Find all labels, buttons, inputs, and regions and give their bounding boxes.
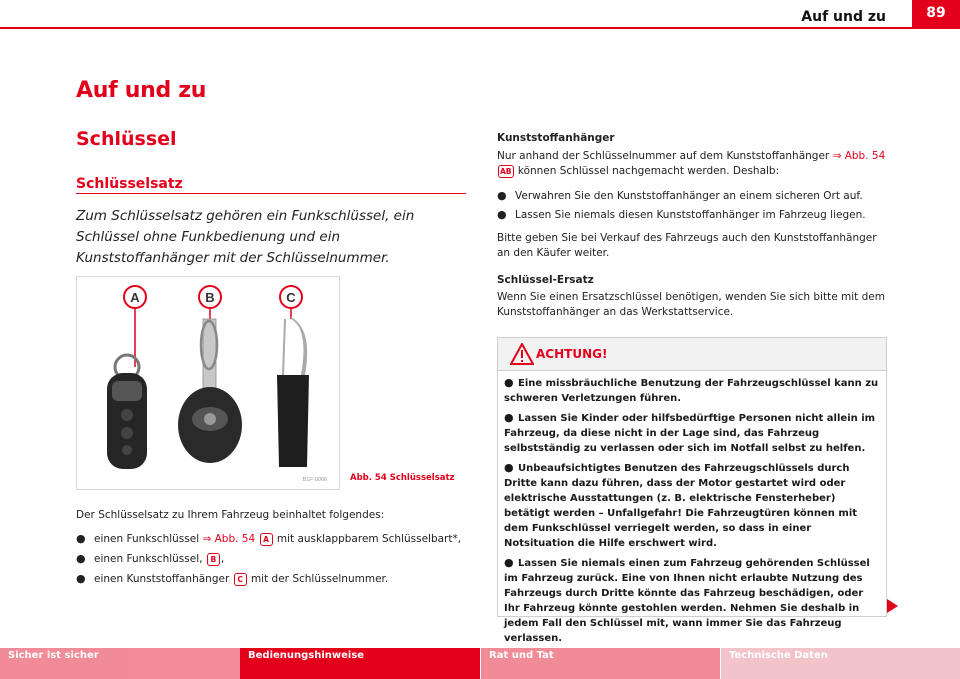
footer-tab-technical[interactable]: Technische Daten bbox=[720, 648, 960, 679]
svg-text:B: B bbox=[205, 290, 215, 305]
warning-title: ACHTUNG! bbox=[536, 347, 608, 361]
key-b bbox=[178, 319, 242, 463]
figure-link[interactable]: ⇒ Abb. 54 bbox=[202, 533, 256, 545]
tag-paragraph: Nur anhand der Schlüsselnummer auf dem Kunststoffanhänger ⇒ Abb. 54 AB können Schlüssel nachgemacht werden. Deshalb: bbox=[497, 150, 886, 177]
figure-label-b bbox=[199, 286, 221, 308]
warning-header bbox=[498, 338, 886, 371]
bullet-icon: ● bbox=[504, 376, 514, 389]
figure-label-c bbox=[280, 286, 302, 308]
figure-link[interactable]: ⇒ Abb. 54 bbox=[832, 150, 886, 162]
warning-item: ● Eine missbräuchliche Benutzung der Fahrzeugschlüssel kann zu schweren Verletzungen führen. bbox=[504, 376, 879, 404]
badge-ab: AB bbox=[500, 166, 512, 176]
figure-label-a bbox=[124, 286, 146, 308]
key-set-figure bbox=[76, 276, 340, 490]
section-heading: Schlüssel bbox=[76, 128, 177, 150]
header-rule bbox=[0, 27, 912, 29]
bullet-icon: ● bbox=[497, 189, 507, 202]
warning-item: ● Lassen Sie niemals einen zum Fahrzeug gehörenden Schlüssel im Fahrzeug zurück. Eine von Ihnen nicht erlaubte Nutzung des Fahrzeugs durch Dritte könnte das Fahrzeug beschädigen, oder Ihr Fahrzeug könnte gestohlen werden. Nehmen Sie deshalb in jedem Fall den Schlüssel mit, wann immer Sie das Fahrzeug verlassen. bbox=[504, 556, 870, 644]
bullet-icon: ● bbox=[497, 208, 507, 221]
badge-a: A bbox=[260, 533, 273, 546]
remote-key-a bbox=[107, 355, 147, 469]
sale-paragraph: Bitte geben Sie bei Verkauf des Fahrzeugs auch den Kunststoffanhänger an den Käufer weiter. bbox=[497, 232, 877, 259]
svg-text:A: A bbox=[130, 290, 140, 305]
left-intro-paragraph: Der Schlüsselsatz zu Ihrem Fahrzeug beinhaltet folgendes: bbox=[76, 509, 385, 521]
header-title: Auf und zu bbox=[801, 9, 886, 25]
page-heading: Auf und zu bbox=[76, 78, 207, 103]
warning-triangle-icon bbox=[510, 343, 534, 365]
subsection-rule bbox=[76, 193, 466, 194]
bullet-icon: ● bbox=[76, 552, 86, 565]
subsection-heading: Schlüsselsatz bbox=[76, 176, 183, 192]
figure-caption: Abb. 54 Schlüsselsatz bbox=[350, 473, 455, 483]
figure-code: B1P-0066 bbox=[302, 477, 327, 483]
list-item: ● Verwahren Sie den Kunststoffanhänger an einem sicheren Ort auf. bbox=[497, 189, 863, 202]
page-number: 89 bbox=[912, 0, 960, 29]
warning-item: ● Lassen Sie Kinder oder hilfsbedürftige Personen nicht allein im Fahrzeug, da diese nicht in der Lage sind, das Fahrzeug selbstständig zu verlassen oder sich im Notfall selbst zu helfen. bbox=[504, 411, 876, 454]
bullet-icon: ● bbox=[504, 556, 514, 569]
bullet-icon: ● bbox=[76, 532, 86, 545]
subheading-replacement: Schlüssel-Ersatz bbox=[497, 274, 594, 286]
warning-item: ● Unbeaufsichtigtes Benutzen des Fahrzeugschlüssels durch Dritte kann dazu führen, dass der Motor gestartet wird oder elektrische Ausstattungen (z. B. elektrische Fensterheber) betätigt werden – Unfallgefahr! Die Fahrzeugtüren können mit dem Funkschlüssel verriegelt werden, so dass in einer Notsituation die Hilfe erschwert wird. bbox=[504, 461, 858, 549]
footer-tab-advice[interactable]: Rat und Tat bbox=[480, 648, 720, 679]
list-item: ● einen Kunststoffanhänger C mit der Schlüsselnummer. bbox=[76, 572, 389, 585]
plastic-tag-c bbox=[277, 317, 309, 467]
warning-body bbox=[498, 371, 886, 646]
list-item: ● einen Funkschlüssel, B , bbox=[76, 552, 225, 565]
replacement-paragraph: Wenn Sie einen Ersatzschlüssel benötigen, wenden Sie sich bitte mit dem Kunststoffanhänger an das Werkstattservice. bbox=[497, 291, 885, 318]
footer-tab-operation[interactable]: Bedienungshinweise bbox=[240, 648, 480, 679]
svg-text:C: C bbox=[286, 290, 296, 305]
subheading-tag: Kunststoffanhänger bbox=[497, 132, 615, 144]
next-page-arrow-icon[interactable] bbox=[887, 599, 898, 613]
warning-box bbox=[497, 337, 887, 644]
bullet-icon: ● bbox=[76, 572, 86, 585]
footer-tab-safety[interactable]: Sicher ist sicher bbox=[0, 648, 240, 679]
badge-c: C bbox=[234, 573, 247, 586]
footer-nav bbox=[0, 648, 960, 679]
badge-b: B bbox=[207, 553, 220, 566]
intro-text: Zum Schlüsselsatz gehören ein Funkschlüssel, ein Schlüssel ohne Funkbedienung und ein Kunststoffanhänger mit der Schlüsselnummer. bbox=[76, 208, 415, 266]
bullet-icon: ● bbox=[504, 411, 514, 424]
key-set-illustration bbox=[77, 277, 339, 489]
list-item: ● einen Funkschlüssel ⇒ Abb. 54 A mit ausklappbarem Schlüsselbart*, bbox=[76, 532, 462, 545]
list-item: ● Lassen Sie niemals diesen Kunststoffanhänger im Fahrzeug liegen. bbox=[497, 208, 866, 221]
bullet-icon: ● bbox=[504, 461, 514, 474]
